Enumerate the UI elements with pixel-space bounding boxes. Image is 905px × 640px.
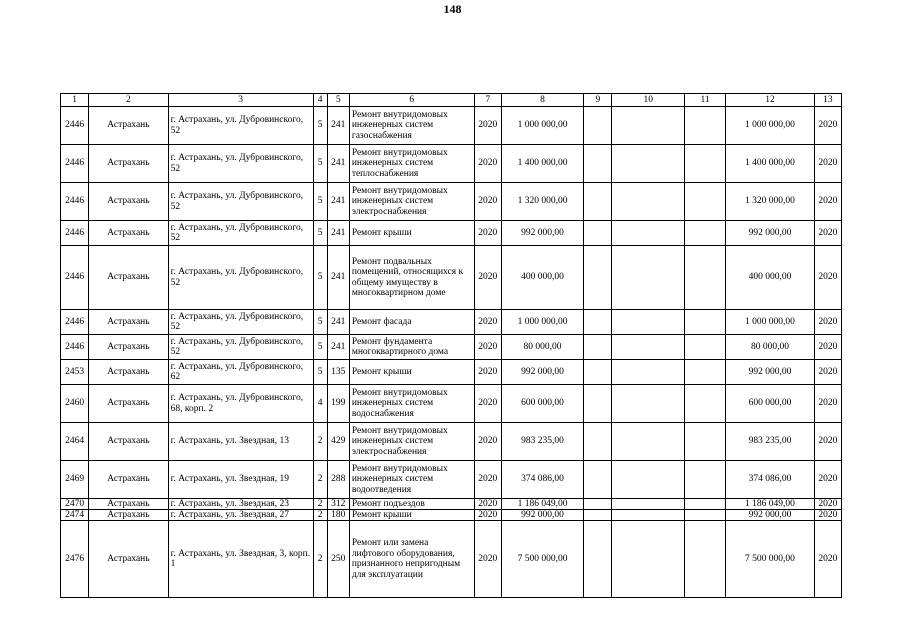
cell-address: г. Астрахань, ул. Дубровинского, 52: [168, 145, 313, 183]
cell-amount: 1 186 049,00: [501, 499, 584, 510]
cell-city: Астрахань: [89, 246, 169, 310]
cell-col5: 241: [327, 335, 349, 360]
cell-number: 2464: [61, 423, 89, 461]
table-row: [61, 310, 842, 335]
cell-col10: [612, 246, 684, 310]
cell-col11: [684, 360, 725, 385]
cell-col11: [684, 423, 725, 461]
cell-number: 2474: [61, 510, 89, 521]
cell-address: г. Астрахань, ул. Звездная, 27: [168, 510, 313, 521]
cell-year: 2020: [474, 221, 501, 246]
cell-work-type: Ремонт внутридомовых инженерных систем электроснабжения: [349, 183, 474, 221]
cell-col10: [612, 521, 684, 598]
cell-floors: 2: [313, 423, 327, 461]
cell-col11: [684, 145, 725, 183]
table-row: [61, 107, 842, 145]
table-row: [61, 335, 842, 360]
header-col-11: 11: [684, 94, 725, 107]
cell-work-type: Ремонт внутридомовых инженерных систем теплоснабжения: [349, 145, 474, 183]
cell-col11: [684, 461, 725, 499]
cell-work-type: Ремонт крыши: [349, 221, 474, 246]
cell-total: 374 086,00: [726, 461, 815, 499]
cell-floors: 5: [313, 360, 327, 385]
cell-col11: [684, 221, 725, 246]
cell-year-end: 2020: [814, 461, 841, 499]
table-row: [61, 246, 842, 310]
cell-address: г. Астрахань, ул. Дубровинского, 68, корп. 2: [168, 385, 313, 423]
cell-total: 1 186 049,00: [726, 499, 815, 510]
cell-year: 2020: [474, 499, 501, 510]
cell-total: 992 000,00: [726, 360, 815, 385]
cell-year-end: 2020: [814, 499, 841, 510]
cell-floors: 2: [313, 510, 327, 521]
cell-total: 80 000,00: [726, 335, 815, 360]
cell-col5: 241: [327, 107, 349, 145]
cell-col9: [584, 246, 612, 310]
cell-amount: 1 320 000,00: [501, 183, 584, 221]
cell-address: г. Астрахань, ул. Дубровинского, 52: [168, 335, 313, 360]
cell-year-end: 2020: [814, 107, 841, 145]
cell-address: г. Астрахань, ул. Звездная, 3, корп. 1: [168, 521, 313, 598]
cell-floors: 5: [313, 107, 327, 145]
cell-amount: 1 400 000,00: [501, 145, 584, 183]
cell-year-end: 2020: [814, 510, 841, 521]
cell-col9: [584, 183, 612, 221]
cell-number: 2470: [61, 499, 89, 510]
cell-year-end: 2020: [814, 360, 841, 385]
cell-col9: [584, 107, 612, 145]
table-row: [61, 385, 842, 423]
cell-amount: 992 000,00: [501, 510, 584, 521]
table-row: [61, 499, 842, 510]
cell-amount: 80 000,00: [501, 335, 584, 360]
cell-col10: [612, 499, 684, 510]
cell-col9: [584, 335, 612, 360]
header-col-13: 13: [814, 94, 841, 107]
cell-col11: [684, 183, 725, 221]
cell-city: Астрахань: [89, 385, 169, 423]
header-col-3: 3: [168, 94, 313, 107]
cell-col5: 312: [327, 499, 349, 510]
cell-total: 1 000 000,00: [726, 107, 815, 145]
cell-total: 1 320 000,00: [726, 183, 815, 221]
cell-address: г. Астрахань, ул. Дубровинского, 52: [168, 221, 313, 246]
cell-year-end: 2020: [814, 310, 841, 335]
cell-number: 2446: [61, 221, 89, 246]
cell-col11: [684, 385, 725, 423]
cell-number: 2446: [61, 107, 89, 145]
cell-col5: 288: [327, 461, 349, 499]
cell-total: 7 500 000,00: [726, 521, 815, 598]
cell-col10: [612, 385, 684, 423]
cell-work-type: Ремонт фундамента многоквартирного дома: [349, 335, 474, 360]
cell-col5: 250: [327, 521, 349, 598]
cell-work-type: Ремонт подвальных помещений, относящихся к общему имуществу в многоквартирном доме: [349, 246, 474, 310]
cell-number: 2446: [61, 145, 89, 183]
cell-work-type: Ремонт внутридомовых инженерных систем электроснабжения: [349, 423, 474, 461]
cell-floors: 5: [313, 335, 327, 360]
cell-city: Астрахань: [89, 183, 169, 221]
cell-amount: 400 000,00: [501, 246, 584, 310]
cell-year: 2020: [474, 310, 501, 335]
table-row: [61, 510, 842, 521]
cell-col11: [684, 335, 725, 360]
cell-year: 2020: [474, 183, 501, 221]
cell-year: 2020: [474, 510, 501, 521]
cell-work-type: Ремонт крыши: [349, 510, 474, 521]
cell-col5: 241: [327, 310, 349, 335]
cell-year: 2020: [474, 461, 501, 499]
cell-amount: 7 500 000,00: [501, 521, 584, 598]
cell-col5: 241: [327, 246, 349, 310]
cell-total: 600 000,00: [726, 385, 815, 423]
cell-total: 400 000,00: [726, 246, 815, 310]
cell-work-type: Ремонт подъездов: [349, 499, 474, 510]
cell-total: 983 235,00: [726, 423, 815, 461]
cell-floors: 5: [313, 183, 327, 221]
cell-number: 2446: [61, 246, 89, 310]
cell-work-type: Ремонт внутридомовых инженерных систем водоотведения: [349, 461, 474, 499]
cell-year-end: 2020: [814, 385, 841, 423]
cell-city: Астрахань: [89, 360, 169, 385]
cell-col9: [584, 499, 612, 510]
cell-number: 2446: [61, 183, 89, 221]
cell-year-end: 2020: [814, 521, 841, 598]
table-row: [61, 423, 842, 461]
header-col-4: 4: [313, 94, 327, 107]
cell-city: Астрахань: [89, 335, 169, 360]
header-col-12: 12: [726, 94, 815, 107]
cell-floors: 5: [313, 310, 327, 335]
cell-city: Астрахань: [89, 221, 169, 246]
header-row: [61, 94, 842, 107]
cell-col9: [584, 145, 612, 183]
cell-col5: 241: [327, 145, 349, 183]
cell-address: г. Астрахань, ул. Дубровинского, 52: [168, 183, 313, 221]
cell-year-end: 2020: [814, 183, 841, 221]
cell-amount: 1 000 000,00: [501, 107, 584, 145]
cell-amount: 374 086,00: [501, 461, 584, 499]
table-row: [61, 521, 842, 598]
cell-number: 2460: [61, 385, 89, 423]
cell-col10: [612, 221, 684, 246]
cell-col9: [584, 461, 612, 499]
cell-col11: [684, 107, 725, 145]
header-col-6: 6: [349, 94, 474, 107]
cell-total: 1 400 000,00: [726, 145, 815, 183]
cell-col5: 180: [327, 510, 349, 521]
cell-col11: [684, 310, 725, 335]
cell-number: 2469: [61, 461, 89, 499]
cell-col11: [684, 521, 725, 598]
cell-floors: 4: [313, 385, 327, 423]
cell-col10: [612, 145, 684, 183]
cell-col10: [612, 423, 684, 461]
repair-program-table: [60, 93, 842, 598]
cell-year: 2020: [474, 246, 501, 310]
cell-amount: 983 235,00: [501, 423, 584, 461]
cell-city: Астрахань: [89, 510, 169, 521]
cell-col5: 241: [327, 183, 349, 221]
cell-year: 2020: [474, 335, 501, 360]
cell-year: 2020: [474, 145, 501, 183]
cell-number: 2453: [61, 360, 89, 385]
cell-col9: [584, 360, 612, 385]
cell-col9: [584, 385, 612, 423]
cell-col11: [684, 499, 725, 510]
cell-number: 2446: [61, 310, 89, 335]
cell-total: 1 000 000,00: [726, 310, 815, 335]
cell-year: 2020: [474, 423, 501, 461]
cell-col9: [584, 310, 612, 335]
cell-floors: 2: [313, 521, 327, 598]
header-col-9: 9: [584, 94, 612, 107]
cell-year-end: 2020: [814, 246, 841, 310]
cell-city: Астрахань: [89, 145, 169, 183]
cell-col9: [584, 521, 612, 598]
cell-col5: 199: [327, 385, 349, 423]
cell-col11: [684, 510, 725, 521]
cell-year: 2020: [474, 107, 501, 145]
cell-col9: [584, 423, 612, 461]
cell-number: 2476: [61, 521, 89, 598]
cell-col5: 135: [327, 360, 349, 385]
cell-floors: 5: [313, 246, 327, 310]
header-col-8: 8: [501, 94, 584, 107]
cell-amount: 1 000 000,00: [501, 310, 584, 335]
cell-work-type: Ремонт фасада: [349, 310, 474, 335]
cell-floors: 5: [313, 221, 327, 246]
cell-number: 2446: [61, 335, 89, 360]
cell-floors: 2: [313, 461, 327, 499]
header-col-2: 2: [89, 94, 169, 107]
cell-floors: 2: [313, 499, 327, 510]
cell-col5: 429: [327, 423, 349, 461]
cell-col11: [684, 246, 725, 310]
cell-col9: [584, 221, 612, 246]
cell-year: 2020: [474, 521, 501, 598]
cell-amount: 992 000,00: [501, 221, 584, 246]
header-col-7: 7: [474, 94, 501, 107]
cell-total: 992 000,00: [726, 221, 815, 246]
cell-city: Астрахань: [89, 107, 169, 145]
cell-year-end: 2020: [814, 423, 841, 461]
cell-address: г. Астрахань, ул. Звездная, 13: [168, 423, 313, 461]
cell-address: г. Астрахань, ул. Дубровинского, 52: [168, 310, 313, 335]
cell-address: г. Астрахань, ул. Звездная, 23: [168, 499, 313, 510]
cell-col10: [612, 107, 684, 145]
cell-city: Астрахань: [89, 499, 169, 510]
header-col-1: 1: [61, 94, 89, 107]
cell-col9: [584, 510, 612, 521]
cell-total: 992 000,00: [726, 510, 815, 521]
table-row: [61, 461, 842, 499]
table-row: [61, 145, 842, 183]
table-row: [61, 183, 842, 221]
cell-city: Астрахань: [89, 310, 169, 335]
cell-year: 2020: [474, 385, 501, 423]
cell-work-type: Ремонт внутридомовых инженерных систем водоснабжения: [349, 385, 474, 423]
header-col-5: 5: [327, 94, 349, 107]
cell-amount: 992 000,00: [501, 360, 584, 385]
cell-floors: 5: [313, 145, 327, 183]
cell-work-type: Ремонт крыши: [349, 360, 474, 385]
cell-city: Астрахань: [89, 423, 169, 461]
cell-col10: [612, 335, 684, 360]
cell-col10: [612, 360, 684, 385]
cell-col10: [612, 461, 684, 499]
cell-year-end: 2020: [814, 335, 841, 360]
cell-city: Астрахань: [89, 461, 169, 499]
cell-work-type: Ремонт внутридомовых инженерных систем газоснабжения: [349, 107, 474, 145]
cell-city: Астрахань: [89, 521, 169, 598]
table-row: [61, 360, 842, 385]
cell-year-end: 2020: [814, 221, 841, 246]
cell-address: г. Астрахань, ул. Звездная, 19: [168, 461, 313, 499]
cell-year-end: 2020: [814, 145, 841, 183]
cell-col10: [612, 310, 684, 335]
cell-amount: 600 000,00: [501, 385, 584, 423]
cell-col5: 241: [327, 221, 349, 246]
cell-address: г. Астрахань, ул. Дубровинского, 62: [168, 360, 313, 385]
cell-work-type: Ремонт или замена лифтового оборудования, признанного непригодным для эксплуатации: [349, 521, 474, 598]
cell-col10: [612, 510, 684, 521]
header-col-10: 10: [612, 94, 684, 107]
page-number: 148: [443, 2, 462, 16]
cell-col10: [612, 183, 684, 221]
cell-address: г. Астрахань, ул. Дубровинского, 52: [168, 246, 313, 310]
cell-year: 2020: [474, 360, 501, 385]
table-row: [61, 221, 842, 246]
cell-address: г. Астрахань, ул. Дубровинского, 52: [168, 107, 313, 145]
